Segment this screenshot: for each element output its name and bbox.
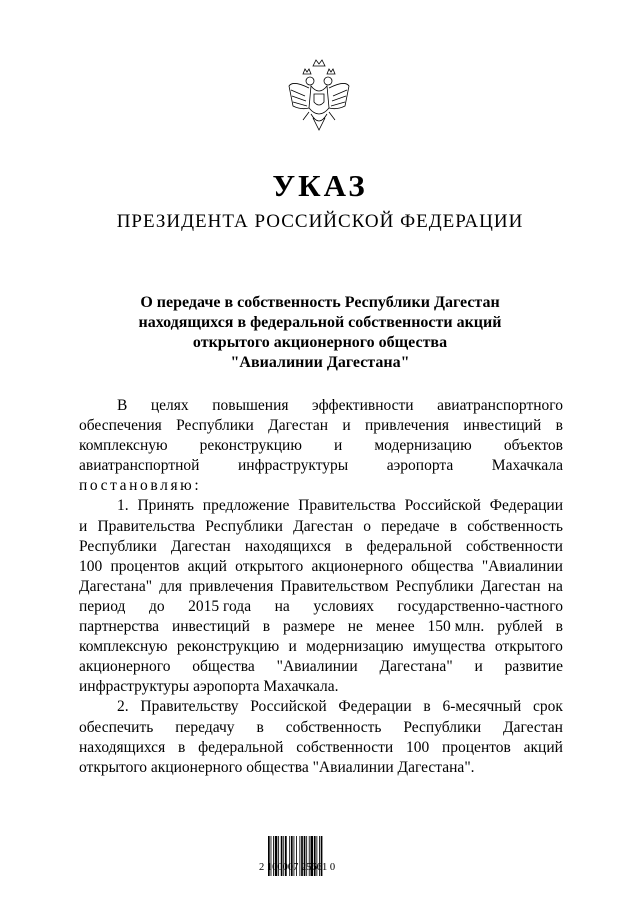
word: комплексную — [79, 638, 168, 656]
word: находящихся — [79, 738, 166, 756]
clause-1-line — [79, 517, 563, 537]
word: Принять — [137, 497, 194, 515]
document-issuer: ПРЕЗИДЕНТА РОССИЙСКОЙ ФЕДЕРАЦИИ — [116, 211, 524, 232]
word: процентов — [441, 738, 511, 756]
word: размере — [283, 618, 335, 636]
word: Дагестан — [480, 577, 541, 595]
word: находящихся — [244, 537, 332, 555]
word: обеспечить — [79, 718, 154, 736]
preamble-line — [79, 416, 563, 436]
word: партнерства — [79, 618, 160, 636]
word: рублей — [497, 618, 543, 636]
word: Республики — [395, 577, 474, 595]
word: В — [117, 397, 128, 414]
decree-word: постановляю: — [79, 477, 202, 495]
word: Республики — [403, 718, 482, 736]
clause-1-line — [79, 617, 563, 637]
word: федеральной — [198, 738, 284, 756]
word: Российской — [250, 698, 327, 716]
word: в — [177, 738, 186, 756]
word: о — [363, 517, 371, 535]
word: Правительства — [298, 497, 396, 515]
word: Дагестан — [170, 537, 231, 555]
word: Правительством — [280, 577, 389, 595]
clause-1-line — [79, 537, 563, 557]
word: имущества — [412, 638, 486, 656]
word: и — [79, 517, 88, 535]
word: передаче — [381, 517, 440, 535]
word: обеспечения — [79, 417, 162, 435]
clause-1-line — [79, 597, 563, 617]
word: собственность — [285, 718, 382, 736]
word: 2015 года — [188, 597, 252, 615]
word: авиатранспортного — [437, 397, 563, 414]
word: реконструкцию — [176, 638, 280, 656]
word: авиатранспортной — [79, 457, 200, 475]
word: на — [547, 577, 563, 595]
word: 1. — [117, 497, 129, 515]
word: Республики — [205, 517, 283, 535]
word: комплексную — [79, 437, 168, 455]
word: инвестиций — [463, 417, 542, 435]
word: "Авиалинии — [481, 557, 563, 575]
word: открытого — [494, 638, 563, 656]
word: срок — [533, 698, 563, 716]
word: и — [334, 437, 343, 455]
subject-line: находящихся в федеральной собственности акций — [138, 314, 502, 331]
clause-1-line — [79, 677, 563, 697]
word: открытого акционерного общества "Авиалинии Дагестана". — [79, 758, 475, 776]
word: и — [288, 638, 297, 656]
clause-1-line — [79, 557, 563, 577]
subject-line: "Авиалинии Дагестана" — [230, 354, 410, 371]
subject-line: О передаче в собственность Республики Дагестан — [140, 294, 500, 311]
word: 6-месячный — [442, 698, 522, 716]
word: Федерации — [489, 497, 563, 515]
word: для — [159, 577, 183, 595]
decree-subject — [80, 293, 560, 373]
word: модернизацию — [306, 638, 404, 656]
decree-body — [79, 396, 563, 778]
word: модернизацию — [374, 437, 472, 455]
word: на — [274, 597, 290, 615]
preamble-line — [79, 436, 563, 456]
word: Правительству — [140, 698, 239, 716]
word: период — [79, 597, 126, 615]
word: в — [423, 698, 431, 716]
word: собственности — [296, 738, 394, 756]
clause-2-line — [79, 697, 563, 717]
preamble-line — [79, 456, 563, 476]
word: 150 млн. — [427, 618, 485, 636]
word: и — [342, 417, 351, 435]
word: акционерного — [311, 557, 403, 575]
word: "Авиалинии — [276, 658, 358, 676]
word: в — [262, 618, 271, 636]
clause-1-line — [79, 577, 563, 597]
clause-2-line — [79, 738, 563, 758]
word: Российской — [404, 497, 481, 515]
word: Махачкала — [491, 457, 563, 475]
word: акционерного — [79, 658, 171, 676]
word: 100 — [405, 738, 430, 756]
word: Дагестана" — [79, 577, 153, 595]
word: до — [148, 597, 165, 615]
word: Федерации — [338, 698, 412, 716]
word: объектов — [503, 437, 563, 455]
word: открытого — [235, 557, 304, 575]
preamble-line — [79, 396, 563, 416]
clause-1-line — [79, 496, 563, 516]
word: эффективности — [312, 397, 414, 414]
word: целях — [150, 397, 189, 414]
document-title: УКАЗ — [272, 168, 368, 203]
word: в — [345, 537, 353, 555]
coat-of-arms-icon — [283, 54, 355, 150]
word: государственно-частного — [397, 597, 563, 615]
word: Правительства — [97, 517, 196, 535]
word: привлечения — [189, 577, 274, 595]
word: 100 — [79, 557, 103, 575]
word: собственности — [465, 537, 563, 555]
word: инфраструктуры — [238, 457, 349, 475]
barcode-number: 2 100007 25661 0 — [259, 862, 336, 873]
word: инвестиций — [171, 618, 250, 636]
word: Дагестана" — [379, 658, 453, 676]
word: в — [449, 517, 458, 535]
clause-2-line — [79, 758, 563, 778]
word: реконструкцию — [199, 437, 302, 455]
word: менее — [375, 618, 415, 636]
word: передачу — [175, 718, 235, 736]
word: Дагестан — [293, 517, 354, 535]
word: федеральной — [366, 537, 452, 555]
word: Дагестан — [268, 417, 329, 435]
word: условиях — [313, 597, 374, 615]
word: в — [555, 417, 563, 435]
word: предложение — [202, 497, 290, 515]
word: привлечения — [364, 417, 450, 435]
word: Дагестан — [503, 718, 563, 736]
subject-line: открытого акционерного общества — [192, 334, 448, 351]
word: повышения — [212, 397, 289, 414]
word: аэропорта — [386, 457, 454, 475]
word: акций — [187, 557, 227, 575]
word: собственность — [467, 517, 563, 535]
word: в — [256, 718, 264, 736]
word: Республики — [79, 537, 157, 555]
word: развитие — [504, 658, 563, 676]
clause-1-line — [79, 657, 563, 677]
word: общества — [192, 658, 255, 676]
word: акций — [523, 738, 563, 756]
word: общества — [411, 557, 474, 575]
clause-1-line — [79, 637, 563, 657]
word: инфраструктуры аэропорта Махачкала. — [79, 678, 339, 696]
word: не — [347, 618, 363, 636]
word: процентов — [110, 557, 180, 575]
word: 2. — [117, 698, 129, 716]
word: и — [474, 658, 483, 676]
word: Республики — [176, 417, 254, 435]
clause-2-line — [79, 718, 563, 738]
word: в — [555, 618, 563, 636]
